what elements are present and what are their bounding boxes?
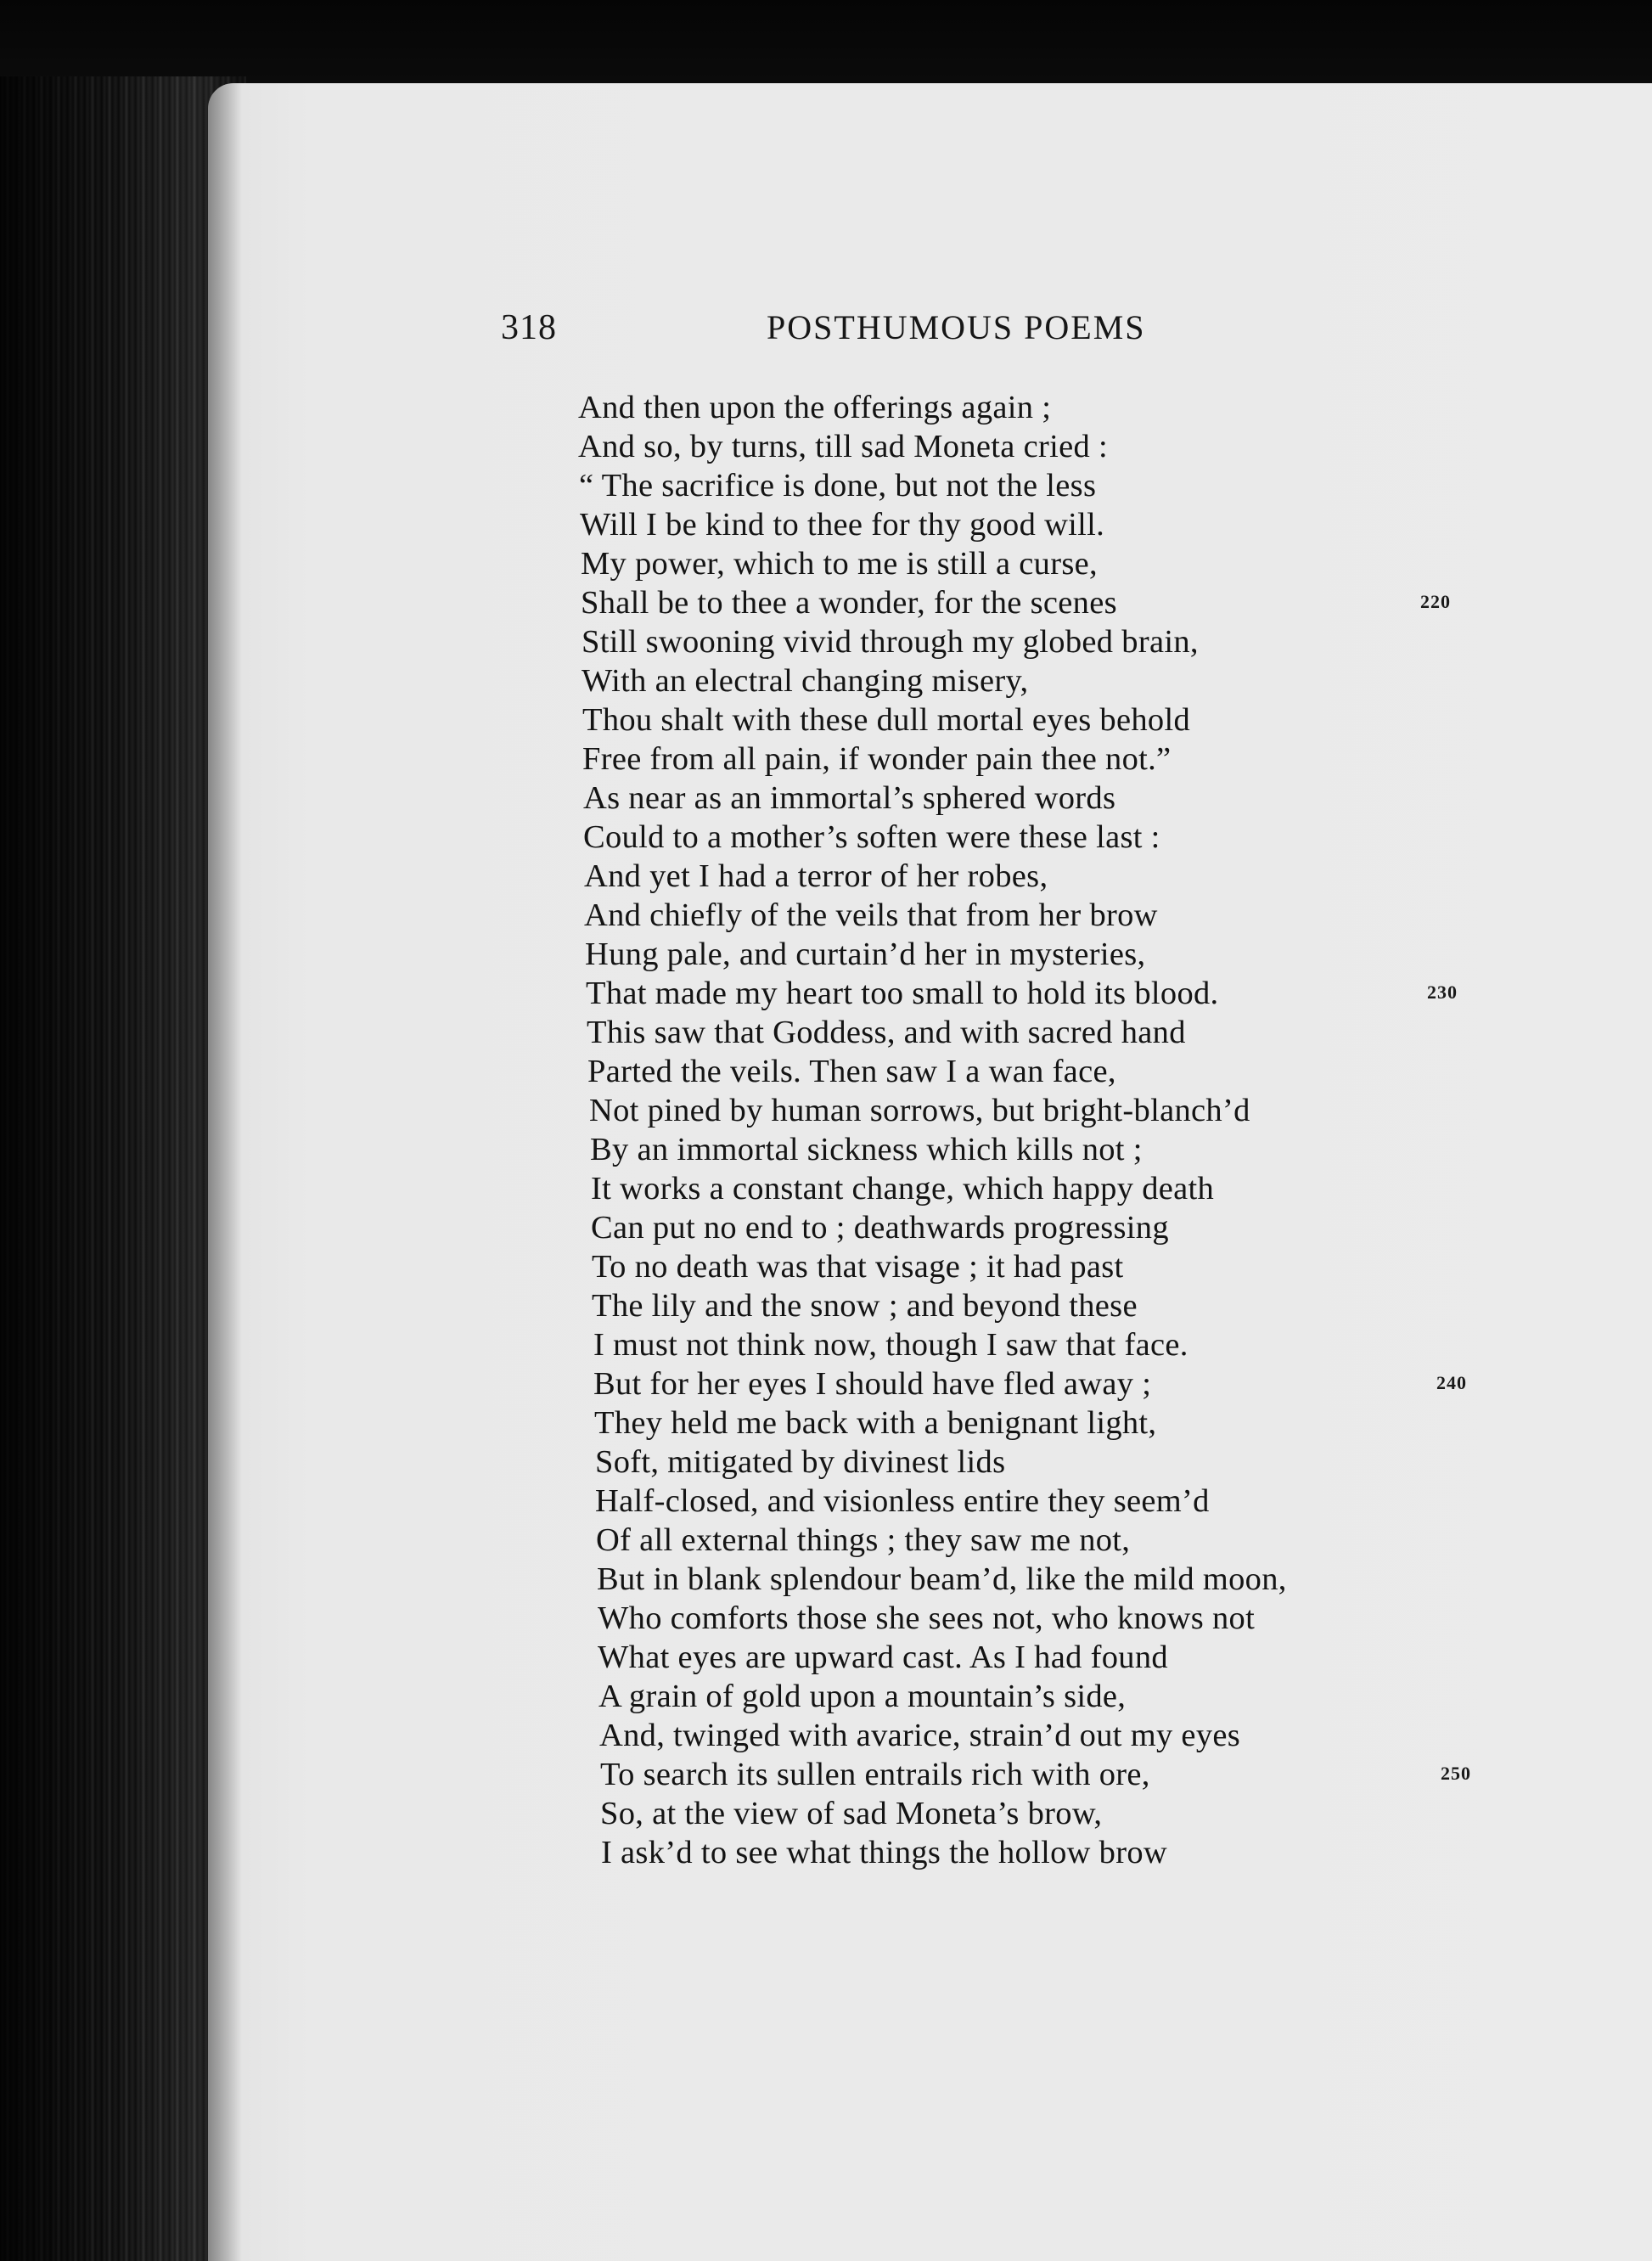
poem-line: And then upon the offerings again ; [578, 390, 1052, 425]
poem-line: Can put no end to ; deathwards progressing [591, 1210, 1169, 1246]
poem-line: Soft, mitigated by divinest lids [595, 1444, 1006, 1480]
poem-line: Not pined by human sorrows, but bright-blanch’d [589, 1093, 1250, 1128]
poem-line: This saw that Goddess, and with sacred hand [587, 1015, 1186, 1050]
poem-line: But in blank splendour beam’d, like the mild moon, [597, 1561, 1287, 1597]
poem-line: And yet I had a terror of her robes, [584, 858, 1048, 894]
poem-line: Will I be kind to thee for thy good will. [580, 507, 1105, 543]
line-number: 250 [1441, 1763, 1471, 1784]
poem-line: Who comforts those she sees not, who knows not [598, 1600, 1256, 1636]
running-head: POSTHUMOUS POEMS [767, 308, 1146, 346]
line-number: 220 [1420, 591, 1451, 612]
poem-line: Shall be to thee a wonder, for the scenes [581, 585, 1117, 621]
poem-line: Parted the veils. Then saw I a wan face, [587, 1054, 1116, 1089]
poem-line: And chiefly of the veils that from her brow [584, 897, 1158, 933]
poem-line: As near as an immortal’s sphered words [583, 780, 1116, 816]
poem-line: But for her eyes I should have fled away ; [593, 1366, 1152, 1402]
line-number: 230 [1427, 981, 1458, 1003]
poem-line: Of all external things ; they saw me not, [596, 1522, 1131, 1558]
poem-line: They held me back with a benignant light, [594, 1405, 1157, 1441]
poem-line: To no death was that visage ; it had past [592, 1249, 1124, 1285]
page-number: 318 [501, 308, 557, 347]
poem-line: Thou shalt with these dull mortal eyes behold [582, 702, 1190, 738]
poem-line: What eyes are upward cast. As I had found [598, 1640, 1168, 1675]
poem-line: My power, which to me is still a curse, [581, 546, 1098, 582]
poem-line: The lily and the snow ; and beyond these [592, 1288, 1138, 1324]
poem-line: Hung pale, and curtain’d her in mysteries, [585, 936, 1146, 972]
poem-line: I must not think now, though I saw that face. [593, 1327, 1188, 1363]
poem-line: Free from all pain, if wonder pain thee not.” [582, 741, 1172, 777]
poem-line: I ask’d to see what things the hollow brow [601, 1835, 1167, 1870]
poem-line: It works a constant change, which happy death [591, 1171, 1215, 1206]
poem-line: With an electral changing misery, [582, 663, 1029, 699]
poem-line: That made my heart too small to hold its blood. [586, 976, 1219, 1011]
poem-line: “ The sacrifice is done, but not the less [579, 468, 1097, 503]
poem-line: Half-closed, and visionless entire they seem’d [595, 1483, 1210, 1519]
poem-line: Could to a mother’s soften were these last : [583, 819, 1160, 855]
poem-line: To search its sullen entrails rich with ore, [600, 1757, 1150, 1792]
line-number: 240 [1436, 1372, 1467, 1393]
poem-line: A grain of gold upon a mountain’s side, [598, 1679, 1127, 1714]
poem-line: Still swooning vivid through my globed brain, [582, 624, 1199, 660]
poem-line: And so, by turns, till sad Moneta cried : [578, 429, 1108, 464]
poem-line: So, at the view of sad Moneta’s brow, [600, 1796, 1103, 1831]
poem-line: And, twinged with avarice, strain’d out my eyes [599, 1718, 1241, 1753]
poem-line: By an immortal sickness which kills not ; [590, 1132, 1143, 1167]
